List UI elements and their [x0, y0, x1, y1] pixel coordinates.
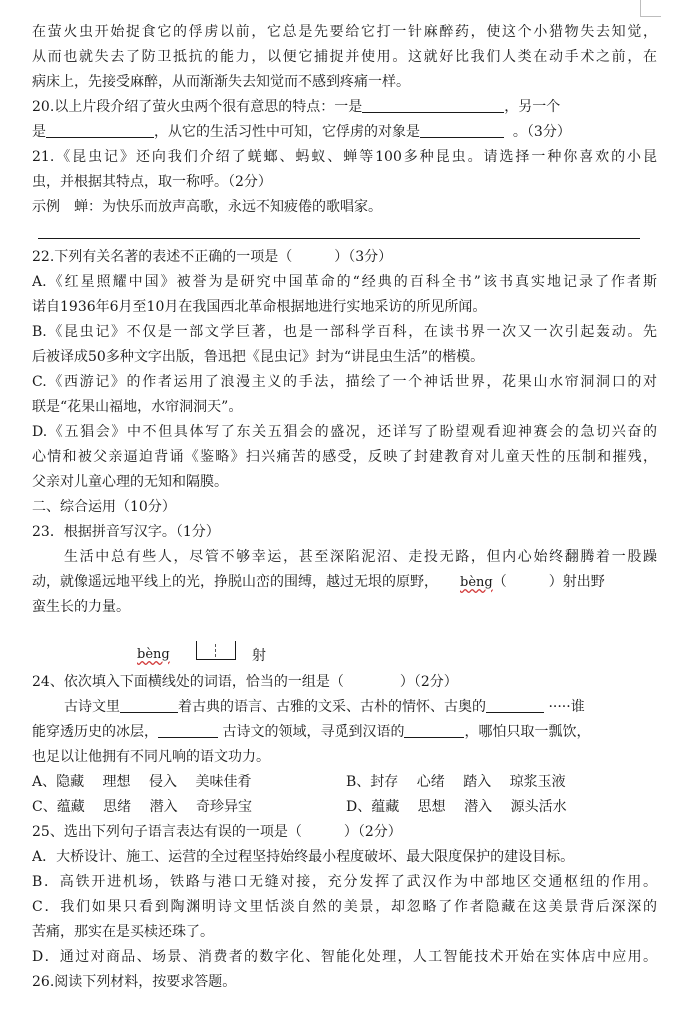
question-22-option-d: 心情和被父亲逼迫背诵《鉴略》扫兴痛苦的感受，反映了封建教育对儿童天性的压制和摧残， — [32, 449, 657, 465]
question-22-option-b: B.《昆虫记》不仅是一部文学巨著，也是一部科学百科，在读书界一次又一次引起轰动。先 — [32, 324, 657, 340]
question-22-option-d: D.《五猖会》中不但具体写了东关五猖会的盛况，还详写了盼望观看迎神赛会的急切兴奋的 — [32, 424, 657, 440]
section-heading: 二、综合运用（10分） — [32, 499, 176, 515]
passage-line: 病床上，先接受麻醉，从而渐渐失去知觉而不感到疼痛一样。 — [32, 74, 410, 90]
question-22-option-a: 诺自1936年6月至10月在我国西北革命根据地进行实地采访的所见所闻。 — [32, 299, 487, 315]
answer-line[interactable] — [38, 238, 640, 239]
question-25-option-d: D．通过对商品、场景、消费者的数字化、智能化处理，人工智能技术开始在实体店中应用。 — [32, 949, 657, 965]
question-20-text: ，另一个 — [504, 99, 561, 115]
question-22-option-b: 后被译成50多种文字出版，鲁迅把《昆虫记》封为“讲昆虫生活”的楷模。 — [32, 349, 485, 365]
question-25-stem: 25、选出下列句子语言表达有误的一项是（ ）（2分） — [32, 824, 402, 840]
passage-line: 从而也就失去了防卫抵抗的能力，以便它捕捉并使用。这就好比我们人类在动手术之前，在 — [32, 49, 657, 65]
question-20-text: 是 — [32, 124, 46, 140]
answer-blank[interactable] — [486, 698, 544, 713]
question-24-text: ·····谁 — [548, 699, 585, 715]
question-22-stem: 22.下列有关名著的表述不正确的一项是（ ）（3分） — [32, 249, 393, 265]
question-24-stem: 24、依次填入下面横线处的词语，恰当的一组是（ ）（2分） — [32, 674, 458, 690]
question-24-passage: 也足以让他拥有不同凡响的语文功力。 — [32, 749, 270, 765]
question-21-line: 21.《昆虫记》还向我们介绍了蜣螂、蚂蚁、蝉等100多种昆虫。请选择一种你喜欢的小昆 — [32, 149, 657, 165]
question-20-text: 20.以上片段介绍了萤火虫两个很有意思的特点：一是 — [32, 99, 363, 115]
question-23-text: （ ）射出野 — [492, 574, 605, 590]
question-24-option-b: B、封存 心绪 踏入 琼浆玉液 — [346, 774, 566, 790]
question-24-option-d: D、蕴藏 思想 潜入 源头活水 — [346, 799, 567, 815]
question-23-stem: 23．根据拼音写汉字。（1分） — [32, 524, 220, 540]
question-20-line1 — [32, 96, 657, 118]
pinyin-beng: bèng — [460, 575, 493, 590]
question-23-passage: 蛮生长的力量。 — [32, 599, 130, 615]
question-24-passage — [32, 721, 657, 743]
question-24-text: 着古典的语言、古雅的文采、古朴的情怀、古奥的 — [178, 699, 486, 715]
question-22-option-c: C.《西游记》的作者运用了浪漫主义的手法，描绘了一个神话世界，花果山水帘洞洞口的对 — [32, 374, 657, 390]
question-25-option-a: A．大桥设计、施工、运营的全过程坚持始终最小程度破坏、最大限度保护的建设目标。 — [32, 849, 575, 865]
pinyin-label: bèng — [137, 647, 170, 662]
question-20-score: 。（3分） — [512, 124, 571, 140]
answer-blank[interactable] — [362, 98, 504, 113]
question-20-line2 — [32, 121, 657, 143]
answer-blank[interactable] — [46, 123, 154, 138]
question-23-passage — [32, 571, 657, 593]
question-23-text: 动，就像遥远地平线上的光，挣脱山峦的围缚，越过无垠的原野， — [32, 574, 438, 590]
character-she: 射 — [252, 648, 266, 664]
question-24-passage — [64, 696, 657, 718]
character-writing-box[interactable] — [196, 641, 236, 660]
question-24-text: 能穿透历史的冰层， — [32, 724, 158, 740]
question-23-passage: 生活中总有些人，尽管不够幸运，甚至深陷泥沼、走投无路，但内心始终翻腾着一股躁 — [64, 549, 657, 565]
question-24-option-c: C、蕴藏 思绪 潜入 奇珍异宝 — [32, 799, 253, 815]
question-25-option-c: C．我们如果只看到陶渊明诗文里恬淡自然的美景，却忽略了作者隐藏在这美景背后深深的 — [32, 899, 657, 915]
answer-blank[interactable] — [404, 723, 464, 738]
answer-blank[interactable] — [120, 698, 178, 713]
answer-blank[interactable] — [158, 723, 218, 738]
question-20-text: ，从它的生活习性中可知，它俘虏的对象是 — [154, 124, 420, 140]
question-24-text: 古诗文里 — [64, 699, 120, 715]
question-24-option-a: A、隐藏 理想 侵入 美味佳肴 — [32, 774, 252, 790]
question-24-text: ，哪怕只取一瓢饮， — [464, 724, 591, 740]
question-24-text: 古诗文的领域，寻觅到汉语的 — [222, 724, 405, 740]
passage-line: 在萤火虫开始捉食它的俘虏以前，它总是先要给它打一针麻醉药，使这个小猎物失去知觉， — [32, 24, 657, 40]
question-22-option-a: A.《红星照耀中国》被誉为是研究中国革命的“经典的百科全书”该书真实地记录了作者斯 — [32, 274, 657, 290]
question-25-option-c: 苦痛，那实在是买椟还珠了。 — [32, 924, 214, 940]
question-21-line: 虫，并根据其特点，取一称呼。（2分） — [32, 174, 272, 190]
question-22-option-c: 联是“花果山福地，水帘洞洞天”。 — [32, 399, 243, 415]
question-22-option-d: 父亲对儿童心理的无知和隔膜。 — [32, 474, 228, 490]
question-25-option-b: B．高铁开进机场，铁路与港口无缝对接，充分发挥了武汉作为中部地区交通枢纽的作用。 — [32, 874, 657, 890]
question-21-example: 示例 蝉：为快乐而放声高歌，永远不知疲倦的歌唱家。 — [32, 199, 382, 215]
answer-blank[interactable] — [420, 123, 504, 138]
question-26-stem: 26.阅读下列材料，按要求答题。 — [32, 974, 237, 990]
page-corner-mark — [640, 0, 661, 17]
